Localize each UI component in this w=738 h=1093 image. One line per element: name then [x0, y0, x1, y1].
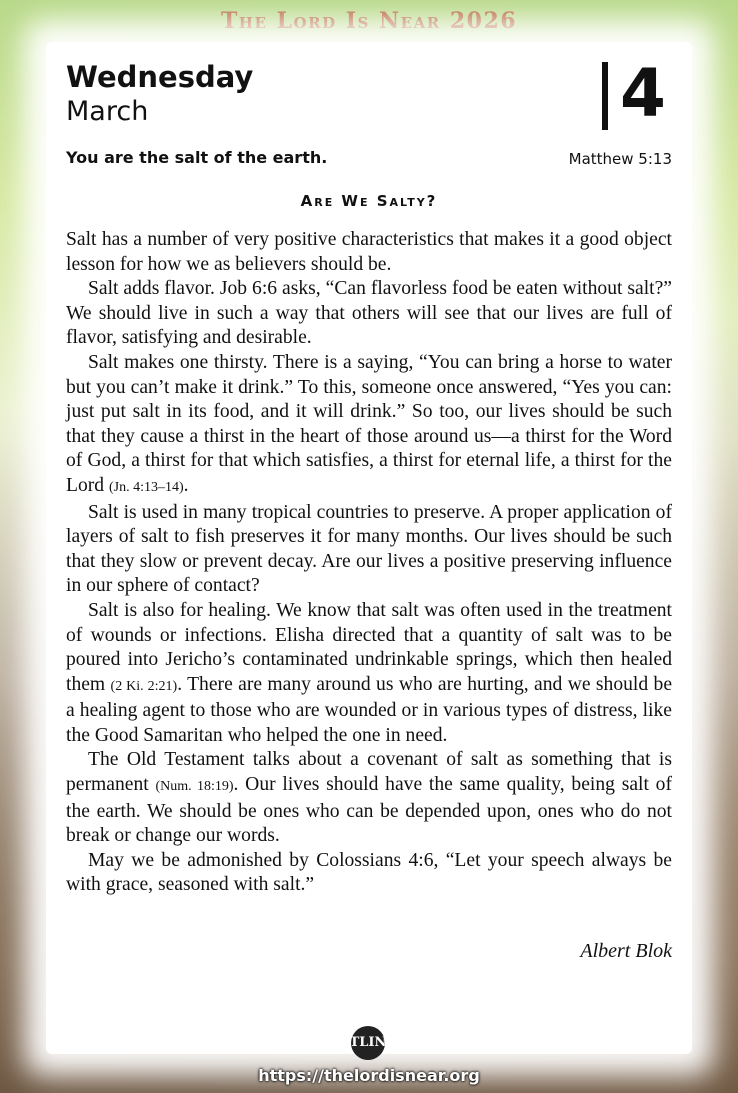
paragraph-text: .	[183, 474, 189, 496]
scripture-reference: (Jn. 4:13–14)	[109, 479, 184, 495]
article-title-text: Are We Salty?	[300, 192, 438, 210]
paragraph	[66, 351, 672, 501]
paragraph	[66, 748, 672, 848]
paragraph-text: . Our lives should have the same quality, being salt of the earth. We should be ones who can be depended upon, ones who do not break or change our words.	[66, 774, 672, 847]
paragraph	[66, 228, 672, 277]
author-signature: Albert Blok	[580, 940, 672, 962]
key-verse: You are the salt of the earth.	[66, 148, 328, 167]
paragraph	[66, 599, 672, 749]
article-title	[0, 192, 738, 210]
paragraph-text: The Old Testament talks about a covenant of salt as something that is permanent	[66, 749, 672, 796]
website-link[interactable]: https://thelordisnear.org	[258, 1066, 480, 1085]
paragraph-text: Salt is used in many tropical countries to preserve. A proper application of layers of salt to fish preserves it for many months. Our lives should be such that they slow or prevent decay. Are our lives a positive preserving influence in our sphere of contact?	[66, 501, 672, 597]
publication-title: The Lord Is Near 2026	[220, 8, 518, 34]
paragraph-text: May we be admonished by Colossians 4:6, “Let your speech always be with grace, seasoned with salt.”	[66, 849, 672, 896]
scripture-reference: (2 Ki. 2:21)	[110, 678, 178, 694]
paragraph	[66, 501, 672, 599]
publication-header	[0, 8, 738, 34]
scripture-reference: (Num. 18:19)	[155, 779, 234, 795]
paragraph	[66, 277, 672, 351]
paragraph-text: Salt adds flavor. Job 6:6 asks, “Can flavorless food be eaten without salt?” We should live in such a way that others will see that our lives are full of flavor, satisfying and desirable.	[66, 278, 672, 349]
date-divider	[602, 62, 608, 130]
paragraph-text: Salt has a number of very positive characteristics that makes it a good object lesson for how we as believers should be.	[66, 229, 672, 275]
tlin-logo-icon	[351, 1026, 385, 1060]
paragraph-text: . There are many around us who are hurting, and we should be a healing agent to those who are wounded or in various types of distress, like the Good Samaritan who helped the one in need.	[66, 673, 673, 746]
logo-text: TLIN	[349, 1035, 387, 1050]
paragraph-text: Salt makes one thirsty. There is a saying, “You can bring a horse to water but you can’t make it drink.” To this, someone once answered, “Yes you can: just put salt in its food, and it will drink.” So too, our lives should be such that they cause a thirst in the heart of those around us—a thirst for the Word of God, a thirst for that which satisfies, a thirst for eternal life, a thirst for the Lord	[66, 351, 672, 496]
paragraph-text: Salt is also for healing. We know that salt was often used in the treatment of wounds or infections. Elisha directed that a quantity of salt was to be poured into Jericho’s contaminated undrinkable springs, which then healed them	[66, 599, 672, 695]
month-label: March	[66, 96, 149, 127]
article-body	[66, 228, 672, 898]
key-verse-reference: Matthew 5:13	[568, 150, 672, 168]
paragraph	[66, 849, 672, 898]
day-number: 4	[620, 55, 666, 132]
weekday-label: Wednesday	[66, 60, 254, 94]
